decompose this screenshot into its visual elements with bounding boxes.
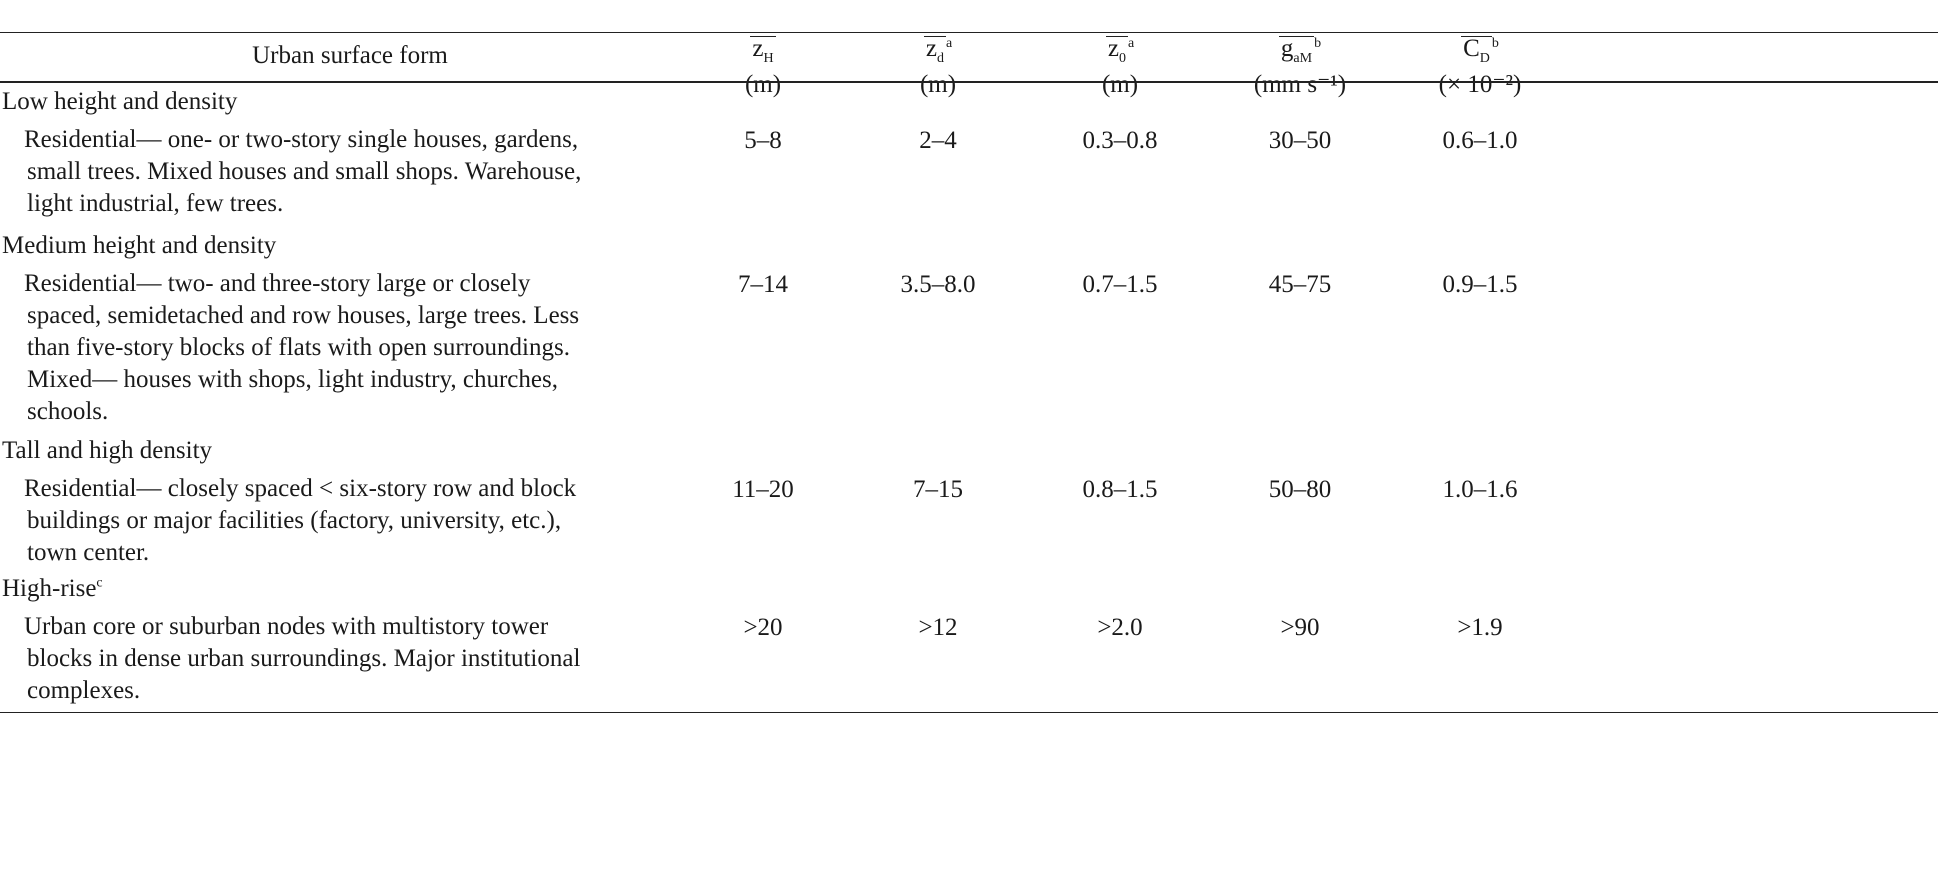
description-line: Urban core or suburban nodes with multistory tower <box>24 613 549 640</box>
table-cell-value: >90 <box>1280 614 1320 641</box>
bottom-rule <box>0 712 1938 713</box>
group-description <box>24 124 674 220</box>
table-cell-value: >2.0 <box>1097 614 1143 641</box>
header-column-0 <box>683 30 843 99</box>
table-cell-value: 3.5–8.0 <box>900 271 976 298</box>
description-line: Mixed— houses with shops, light industry, churches, <box>27 366 558 393</box>
header-column-3: $g_{aM}^b$ (mm s⁻¹) <box>1220 30 1380 99</box>
description-line: Residential— two- and three-story large or closely <box>24 270 531 297</box>
description-line: schools. <box>27 398 109 425</box>
group-title: Medium height and density <box>2 232 277 259</box>
header-symbol: $z_0$ <box>1106 36 1128 71</box>
description-line: Residential— closely spaced < six-story row and block <box>24 475 577 502</box>
group-title: High-rise$^c$ <box>2 575 103 602</box>
description-line: buildings or major facilities (factory, university, etc.), <box>27 507 562 534</box>
group-description <box>24 611 674 707</box>
table-cell-value: 1.0–1.6 <box>1442 476 1518 503</box>
table-cell-value: 45–75 <box>1268 271 1332 298</box>
table-cell-value: 2–4 <box>919 127 957 154</box>
header-column-1: $z_d^a$ (m) <box>858 30 1018 99</box>
group-description <box>24 473 674 569</box>
header-unit: (m) <box>919 71 957 99</box>
table-cell-value: 0.9–1.5 <box>1442 271 1518 298</box>
header-unit: (mm s⁻¹) <box>1253 71 1347 99</box>
table-cell-value: 7–14 <box>738 271 788 298</box>
header-symbol: $C_D$ <box>1461 36 1492 71</box>
header-unit: (× 10⁻²) <box>1438 71 1522 99</box>
header-symbol: $g_{aM}$ <box>1279 36 1314 71</box>
header-unit: (m) <box>744 71 782 99</box>
description-line: blocks in dense urban surroundings. Major institutional <box>27 645 581 672</box>
table-cell-value: >20 <box>743 614 783 641</box>
table-cell-value: >1.9 <box>1457 614 1503 641</box>
group-title: Tall and high density <box>2 437 213 464</box>
description-line: than five-story blocks of flats with open surroundings. <box>27 334 570 361</box>
description-line: light industrial, few trees. <box>27 190 284 217</box>
group-title: Low height and density <box>2 88 238 115</box>
table-cell-value: 50–80 <box>1268 476 1332 503</box>
description-line: town center. <box>27 539 150 566</box>
header-unit: (m) <box>1101 71 1139 99</box>
table-cell-value: 11–20 <box>732 476 794 503</box>
table-cell-value: 7–15 <box>913 476 963 503</box>
description-line: small trees. Mixed houses and small shops. Warehouse, <box>27 158 582 185</box>
table-cell-value: 0.8–1.5 <box>1082 476 1158 503</box>
header-urban-surface-form: Urban surface form <box>252 42 448 69</box>
group-description <box>24 268 674 428</box>
header-column-2: $z_0^a$ (m) <box>1040 30 1200 99</box>
table-cell-value: 0.7–1.5 <box>1082 271 1158 298</box>
header-symbol: $z_d$ <box>924 36 946 71</box>
description-line: complexes. <box>27 677 141 704</box>
table-cell-value: 5–8 <box>744 127 782 154</box>
description-line: spaced, semidetached and row houses, large trees. Less <box>27 302 580 329</box>
description-line: Residential— one- or two-story single houses, gardens, <box>24 126 579 153</box>
header-column-4: $C_D^b$ (× 10⁻²) <box>1400 30 1560 99</box>
table-cell-value: 30–50 <box>1268 127 1332 154</box>
table-cell-value: 0.6–1.0 <box>1442 127 1518 154</box>
header-symbol: $z_H$ <box>750 36 775 71</box>
table-cell-value: >12 <box>918 614 958 641</box>
header-rule <box>0 81 1938 83</box>
table-cell-value: 0.3–0.8 <box>1082 127 1158 154</box>
